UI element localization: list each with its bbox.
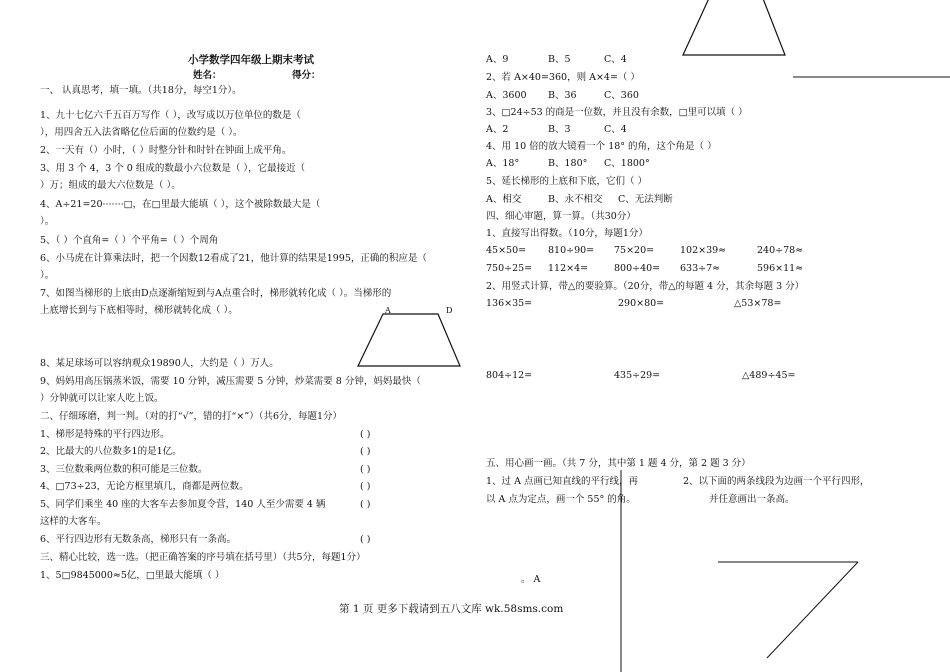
true-false-2: 2、比最大的八位数多1的是1亿。: [40, 446, 182, 457]
calc-1-item: 800÷40=: [614, 263, 661, 274]
segment-diagonal: [767, 562, 858, 658]
choice-5-option-b: B、永不相交: [548, 194, 603, 205]
choice-5-option-a: A、相交: [486, 194, 522, 205]
calc-2-item: 804÷12=: [486, 370, 533, 381]
calc-1-item: 112×4=: [548, 263, 589, 274]
choice-2-option-a: A、3600: [486, 90, 527, 101]
choice-question-4: 4、用 10 倍的放大镜看一个 18° 的角，这个角是（ ）: [486, 141, 717, 152]
question-9-line-2: ）分钟就可以让家人吃上饭。: [40, 393, 164, 404]
calc-1-item: 750÷25=: [486, 263, 533, 274]
choice-2-option-b: B、36: [548, 90, 577, 101]
calc-2-item: 290×80=: [618, 298, 665, 309]
answer-paren-4[interactable]: ( ): [360, 481, 371, 492]
calc-1-item: 45×50=: [486, 245, 527, 256]
question-4-line-1: 4、A÷21=20·······□，在□里最大能填（ ），这个被除数最大是（: [40, 199, 321, 210]
true-false-4: 4、□73÷23，无论方框里填几，商都是两位数。: [40, 481, 249, 492]
true-false-3: 3、三位数乘两位数的积可能是三位数。: [40, 464, 208, 475]
section-1-heading: 一、 认真思考，填一填。（共18分，每空1分）。: [40, 85, 242, 96]
name-label: 姓名：: [193, 70, 222, 81]
draw-1-line-2: 以 A 点为定点，画一个 55° 的角。: [486, 494, 636, 505]
choice-3-option-a: A、2: [486, 124, 509, 135]
choice-question-1: 1、5□9845000≈5亿，□里最大能填（ ）: [40, 570, 225, 581]
question-1-line-2: ），用四舍五入法省略亿位后面的位数约是（ ）。: [40, 127, 243, 138]
answer-paren-1[interactable]: ( ): [360, 429, 371, 440]
choice-question-3: 3、□24÷53 的商是一位数，并且没有余数，□里可以填（ ）: [486, 107, 748, 118]
answer-paren-3[interactable]: ( ): [360, 464, 371, 475]
calc-2-item: △53×78=: [734, 298, 782, 309]
question-4-line-2: ）。: [40, 216, 55, 227]
calc-1-item: 75×20=: [614, 245, 655, 256]
calc-2-item: △489÷45=: [742, 370, 796, 381]
page-footer: 第 1 页 更多下载请到五八文库 wk.58sms.com: [339, 603, 564, 615]
section-3-heading: 三、精心比较，选一选。（把正确答案的序号填在括号里）（共5分，每题1分）: [40, 552, 366, 563]
question-3-line-1: 3、用 3 个 4，3 个 0 组成的数最小六位数是（ ），它最接近（: [40, 163, 306, 174]
trapezoid-label-a: A: [385, 306, 391, 315]
answer-paren-6[interactable]: ( ): [360, 534, 371, 545]
trapezoid-q7-figure: [358, 314, 460, 366]
calc-1-title: 1、直接写出得数。（10分，每题1分）: [486, 228, 648, 239]
choice-3-option-b: B、3: [548, 124, 571, 135]
calc-2-item: 136×35=: [486, 298, 533, 309]
question-7-line-2: 上底增长到与下底相等时，梯形就转化成（ ）。: [40, 305, 238, 316]
section-2-heading: 二、仔细琢磨，判一判。（对的打“√”，错的打“×”）（共6分，每题1分）: [40, 411, 343, 422]
question-8: 8、某足球场可以容纳观众19890人，大约是（ ）万人。: [40, 358, 279, 369]
calc-1-item: 633÷7≈: [680, 263, 721, 274]
true-false-6: 6、平行四边形有无数条高，梯形只有一条高。: [40, 534, 237, 545]
exam-title: 小学数学四年级上期末考试: [188, 54, 314, 66]
choice-4-option-c: C、1800°: [604, 158, 650, 169]
draw-1-line-1: 1、过 A 点画已知直线的平行线，再: [486, 476, 638, 487]
choice-4-option-b: B、180°: [548, 158, 588, 169]
answer-paren-5[interactable]: ( ): [360, 499, 371, 510]
calc-2-title: 2、用竖式计算，带△的要验算。（20分，带△的每题 4 分，其余每题 3 分）: [486, 281, 805, 292]
question-1-line-1: 1、九十七亿六千五百万写作（ ），改写成以万位单位的数是（: [40, 110, 301, 121]
true-false-1: 1、梯形是特殊的平行四边形。: [40, 429, 170, 440]
question-7-line-1: 7、如图当梯形的上底由D点逐渐缩短到与A点重合时，梯形就转化成（ ）。当梯形的: [40, 288, 392, 299]
question-5: 5、（ ）个直角=（ ）个平角=（ ）个周角: [40, 235, 219, 246]
choice-1-option-a: A、9: [486, 54, 509, 65]
true-false-5-line-1: 5、同学们乘坐 40 座的大客车去参加夏令营，140 人至少需要 4 辆: [40, 499, 326, 510]
answer-paren-2[interactable]: ( ): [360, 446, 371, 457]
section-4-heading: 四、细心审题，算一算。（共30分）: [486, 211, 636, 222]
choice-5-option-c: C、无法判断: [618, 194, 673, 205]
choice-3-option-c: C、4: [604, 124, 627, 135]
true-false-5-line-2: 这样的大客车。: [40, 516, 107, 527]
choice-question-2: 2、若 A×40=360，则 A×4=（ ）: [486, 72, 640, 83]
question-3-line-2: ）万；组成的最大六位数是（ ）。: [40, 180, 181, 191]
question-2: 2、一天有（）小时，（ ）时整分针和时针在钟面上成平角。: [40, 145, 292, 156]
calc-1-item: 810÷90=: [548, 245, 595, 256]
calc-1-item: 240÷78≈: [757, 245, 804, 256]
question-6-line-2: ）。: [40, 270, 55, 281]
choice-2-option-c: C、360: [604, 90, 639, 101]
choice-1-option-b: B、5: [548, 54, 571, 65]
trapezoid-label-d: D: [446, 306, 453, 315]
point-a-label: 。 A: [521, 574, 541, 585]
choice-1-option-c: C、4: [604, 54, 627, 65]
section-5-heading: 五、用心画一画。（共 7 分，其中第 1 题 4 分，第 2 题 3 分）: [486, 458, 751, 469]
calc-1-item: 596×11≈: [757, 263, 804, 274]
choice-4-option-a: A、18°: [486, 158, 520, 169]
choice-question-5: 5、延长梯形的上底和下底，它们（ ）: [486, 176, 648, 187]
draw-2-line-2: 并任意画出一条高。: [709, 494, 795, 505]
draw-2-line-1: 2、以下面的两条线段为边画一个平行四形，: [683, 476, 870, 487]
score-label: 得分：: [292, 70, 321, 81]
calc-2-item: 435÷29=: [614, 370, 661, 381]
question-9-line-1: 9、妈妈用高压锅蒸米饭，需要 10 分钟，减压需要 5 分钟，炒菜需要 8 分钟，妈妈最快（: [40, 376, 421, 387]
trapezoid-top-figure: [683, 0, 785, 55]
question-6-line-1: 6、小马虎在计算乘法时，把一个因数12看成了21，他计算的结果是1995，正确的积应是（: [40, 253, 427, 264]
calc-1-item: 102×39≈: [680, 245, 727, 256]
